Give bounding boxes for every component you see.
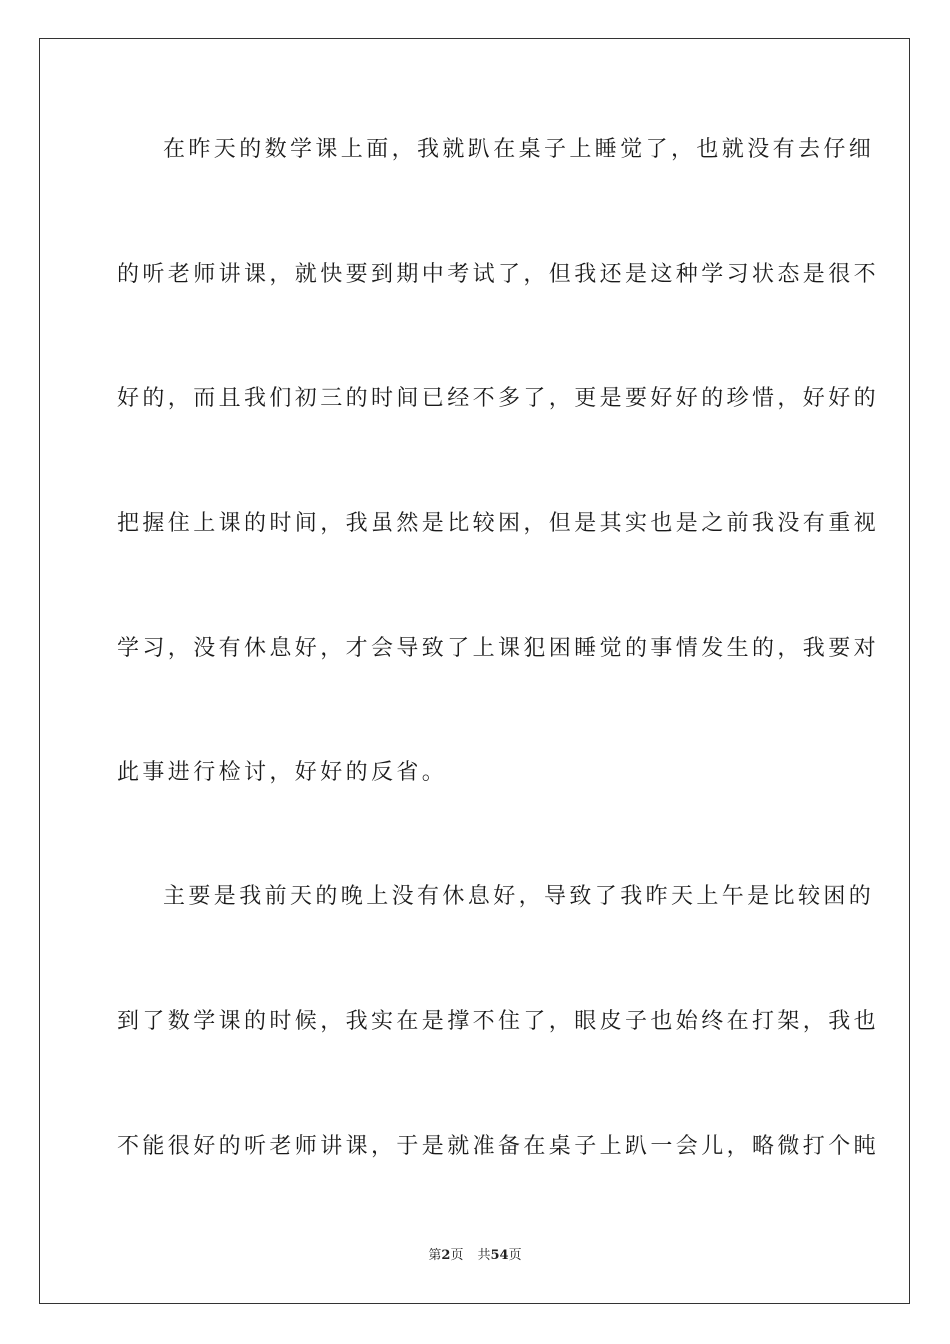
total-prefix: 共 — [477, 1248, 491, 1263]
paragraph-2-line-1: 主要是我前天的晚上没有休息好，导致了我昨天上午是比较困的 — [163, 884, 875, 909]
total-pages: 54 — [490, 1248, 509, 1263]
total-suffix: 页 — [508, 1248, 522, 1263]
page-border — [39, 38, 910, 1304]
page-footer — [0, 1247, 950, 1265]
page-number: 2 — [441, 1248, 451, 1263]
paragraph-1-line-1: 在昨天的数学课上面，我就趴在桌子上睡觉了，也就没有去仔细 — [163, 137, 875, 162]
paragraph-1-line-5: 学习，没有休息好，才会导致了上课犯困睡觉的事情发生的，我要对 — [117, 636, 880, 661]
paragraph-1-line-2: 的听老师讲课，就快要到期中考试了，但我还是这种学习状态是很不 — [117, 262, 880, 287]
paragraph-1-line-4: 把握住上课的时间，我虽然是比较困，但是其实也是之前我没有重视 — [117, 511, 880, 536]
paragraph-2-line-3: 不能很好的听老师讲课，于是就准备在桌子上趴一会儿，略微打个盹 — [117, 1134, 880, 1159]
paragraph-1-line-6: 此事进行检讨，好好的反省。 — [117, 760, 448, 785]
paragraph-1-line-3: 好的，而且我们初三的时间已经不多了，更是要好好的珍惜，好好的 — [117, 386, 880, 411]
paragraph-2-line-2: 到了数学课的时候，我实在是撑不住了，眼皮子也始终在打架，我也 — [117, 1009, 880, 1034]
page-suffix: 页 — [450, 1248, 464, 1263]
page-prefix: 第 — [428, 1248, 442, 1263]
